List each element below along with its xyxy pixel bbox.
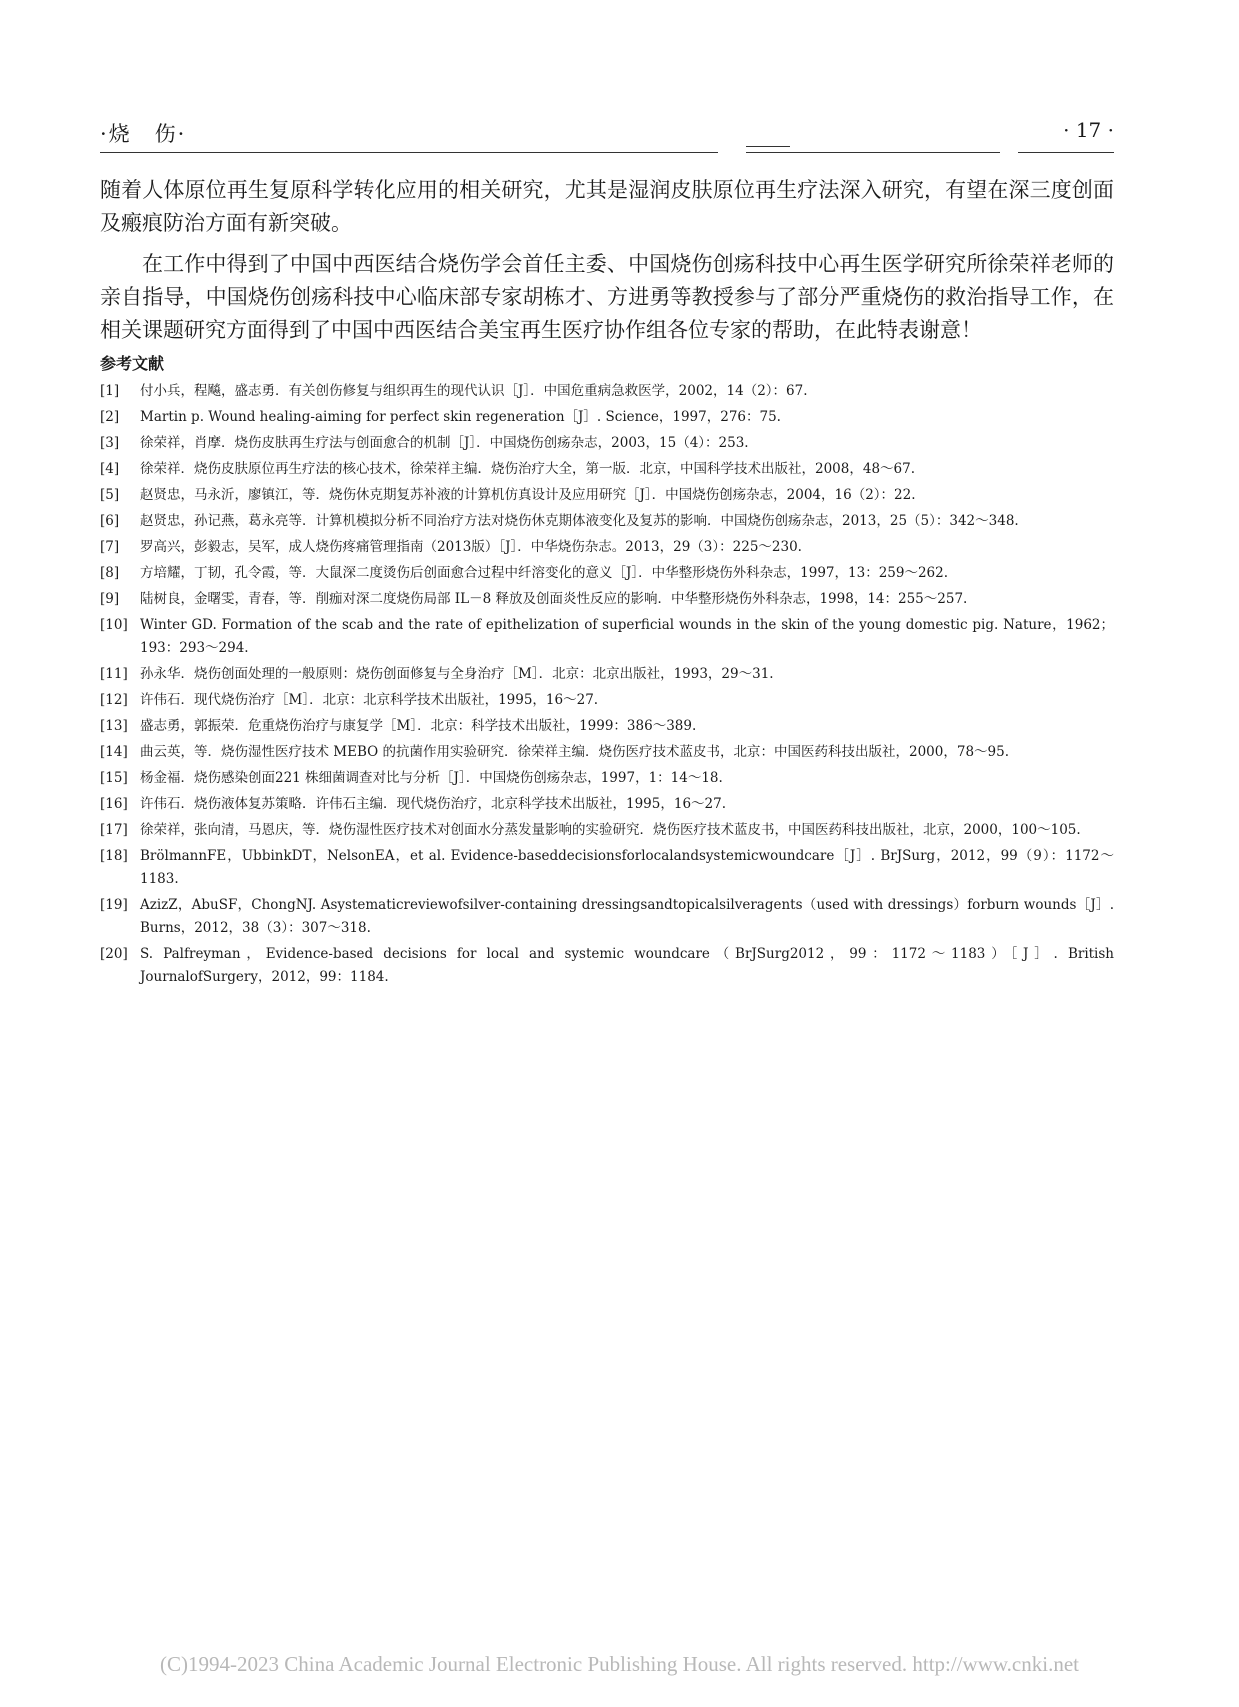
reference-text: BrölmannFE，UbbinkDT，NelsonEA，et al. Evidence-baseddecisionsforlocalandsystemicwoundcare［J］. BrJSurg，2012，99（9）：1172～1183. [140, 848, 1114, 887]
reference-number: [17] [100, 822, 128, 838]
reference-number: [14] [100, 744, 128, 760]
header-rule-left [100, 152, 718, 153]
article-body [100, 174, 1114, 992]
reference-item [100, 536, 1114, 559]
reference-text: Winter GD. Formation of the scab and the rate of epithelization of superficial wounds in the skin of the young domestic pig. Nature，1962；193：293～294. [140, 617, 1114, 656]
reference-item [100, 715, 1114, 738]
reference-number: [5] [100, 487, 120, 503]
acknowledgement-paragraph: 在工作中得到了中国中西医结合烧伤学会首任主委、中国烧伤创疡科技中心再生医学研究所徐荣祥老师的亲自指导，中国烧伤创疡科技中心临床部专家胡栋才、方进勇等教授参与了部分严重烧伤的救治指导工作，在相关课题研究方面得到了中国中西医结合美宝再生医疗协作组各位专家的帮助，在此特表谢意！ [100, 252, 1114, 342]
reference-item [100, 894, 1114, 940]
reference-item [100, 406, 1114, 429]
reference-item [100, 689, 1114, 712]
reference-number: [19] [100, 897, 128, 913]
reference-number: [2] [100, 409, 120, 425]
reference-item [100, 819, 1114, 842]
reference-text: 盛志勇，郭振荣．危重烧伤治疗与康复学［M］．北京：科学技术出版社，1999：386～389. [140, 718, 697, 734]
reference-text: 徐荣祥．烧伤皮肤原位再生疗法的核心技术，徐荣祥主编．烧伤治疗大全，第一版．北京，中国科学技术出版社，2008，48～67. [140, 461, 916, 477]
reference-item [100, 793, 1114, 816]
reference-text: 杨金福．烧伤感染创面221 株细菌调查对比与分析［J］．中国烧伤创疡杂志，1997，1：14～18. [140, 770, 723, 786]
reference-text: AzizZ，AbuSF，ChongNJ. Asystematicreviewofsilver-containing dressingsandtopicalsilveragents（used with dressings）forburn wounds［J］. Burns，2012，38（3）：307～318. [140, 897, 1114, 936]
reference-text: S. Palfreyman，Evidence-based decisions for local and systemic woundcare（BrJSurg2012，99：1172～1183）［J］. British JournalofSurgery，2012，99：1184. [140, 946, 1114, 985]
reference-item [100, 380, 1114, 403]
reference-text: 付小兵，程飚，盛志勇．有关创伤修复与组织再生的现代认识［J］．中国危重病急救医学，2002，14（2）：67. [140, 383, 808, 399]
reference-number: [10] [100, 617, 128, 633]
reference-text: 赵贤忠，马永沂，廖镇江，等．烧伤休克期复苏补液的计算机仿真设计及应用研究［J］．中国烧伤创疡杂志，2004，16（2）：22. [140, 487, 916, 503]
reference-number: [13] [100, 718, 128, 734]
reference-number: [16] [100, 796, 128, 812]
header-rule-mark [746, 146, 790, 147]
reference-number: [20] [100, 946, 128, 962]
reference-item [100, 588, 1114, 611]
reference-text: 许伟石．烧伤液体复苏策略．许伟石主编．现代烧伤治疗，北京科学技术出版社，1995，16～27. [140, 796, 727, 812]
reference-number: [4] [100, 461, 120, 477]
reference-text: 陆树良，金曙雯，青春，等．削痂对深二度烧伤局部 IL－8 释放及创面炎性反应的影响．中华整形烧伤外科杂志，1998，14：255～257. [140, 591, 968, 607]
reference-text: 罗高兴，彭毅志，吴军，成人烧伤疼痛管理指南（2013版）［J］．中华烧伤杂志。2013，29（3）：225～230. [140, 539, 802, 555]
reference-text: 许伟石．现代烧伤治疗［M］．北京：北京科学技术出版社，1995，16～27. [140, 692, 599, 708]
reference-item [100, 845, 1114, 891]
reference-list [100, 380, 1114, 989]
reference-number: [11] [100, 666, 128, 682]
reference-text: 赵贤忠，孙记燕，葛永亮等．计算机模拟分析不同治疗方法对烧伤休克期体液变化及复苏的影响．中国烧伤创疡杂志，2013，25（5）：342～348. [140, 513, 1019, 529]
reference-item [100, 614, 1114, 660]
header-rule-right [1018, 152, 1114, 153]
reference-text: 徐荣祥，肖摩．烧伤皮肤再生疗法与创面愈合的机制［J］．中国烧伤创疡杂志，2003，15（4）：253. [140, 435, 749, 451]
reference-number: [15] [100, 770, 128, 786]
reference-item [100, 767, 1114, 790]
reference-text: 孙永华．烧伤创面处理的一般原则：烧伤创面修复与全身治疗［M］．北京：北京出版社，1993，29～31. [140, 666, 774, 682]
reference-item [100, 432, 1114, 455]
reference-text: 方培耀，丁韧，孔令霞，等．大鼠深二度烫伤后创面愈合过程中纤溶变化的意义［J］．中华整形烧伤外科杂志，1997，13：259～262. [140, 565, 949, 581]
reference-item [100, 943, 1114, 989]
reference-item [100, 562, 1114, 585]
header-rule-middle [746, 152, 1000, 153]
reference-number: [12] [100, 692, 128, 708]
reference-number: [6] [100, 513, 120, 529]
page-number: · 17 · [1063, 118, 1114, 142]
reference-text: Martin p. Wound healing-aiming for perfect skin regeneration［J］. Science，1997，276：75. [140, 409, 781, 425]
reference-number: [8] [100, 565, 120, 581]
reference-number: [7] [100, 539, 120, 555]
reference-item [100, 484, 1114, 507]
references-heading: 参考文献 [100, 354, 165, 373]
reference-text: 曲云英，等．烧伤湿性医疗技术 MEBO 的抗菌作用实验研究．徐荣祥主编．烧伤医疗技术蓝皮书，北京：中国医药科技出版社，2000，78～95. [140, 744, 1010, 760]
reference-item [100, 510, 1114, 533]
reference-number: [1] [100, 383, 120, 399]
reference-number: [3] [100, 435, 120, 451]
reference-number: [18] [100, 848, 128, 864]
reference-item [100, 458, 1114, 481]
reference-item [100, 741, 1114, 764]
reference-number: [9] [100, 591, 120, 607]
copyright-footer: (C)1994-2023 China Academic Journal Electronic Publishing House. All rights reserved. http://www.cnki.net [160, 1652, 1079, 1676]
section-label: ·烧 伤· [100, 122, 187, 146]
reference-text: 徐荣祥，张向清，马恩庆，等．烧伤湿性医疗技术对创面水分蒸发量影响的实验研究．烧伤医疗技术蓝皮书，中国医药科技出版社，北京，2000，100～105. [140, 822, 1081, 838]
running-header [100, 118, 1114, 152]
body-paragraph-1: 随着人体原位再生复原科学转化应用的相关研究，尤其是湿润皮肤原位再生疗法深入研究，有望在深三度创面及瘢痕防治方面有新突破。 [100, 178, 1114, 235]
reference-item [100, 663, 1114, 686]
